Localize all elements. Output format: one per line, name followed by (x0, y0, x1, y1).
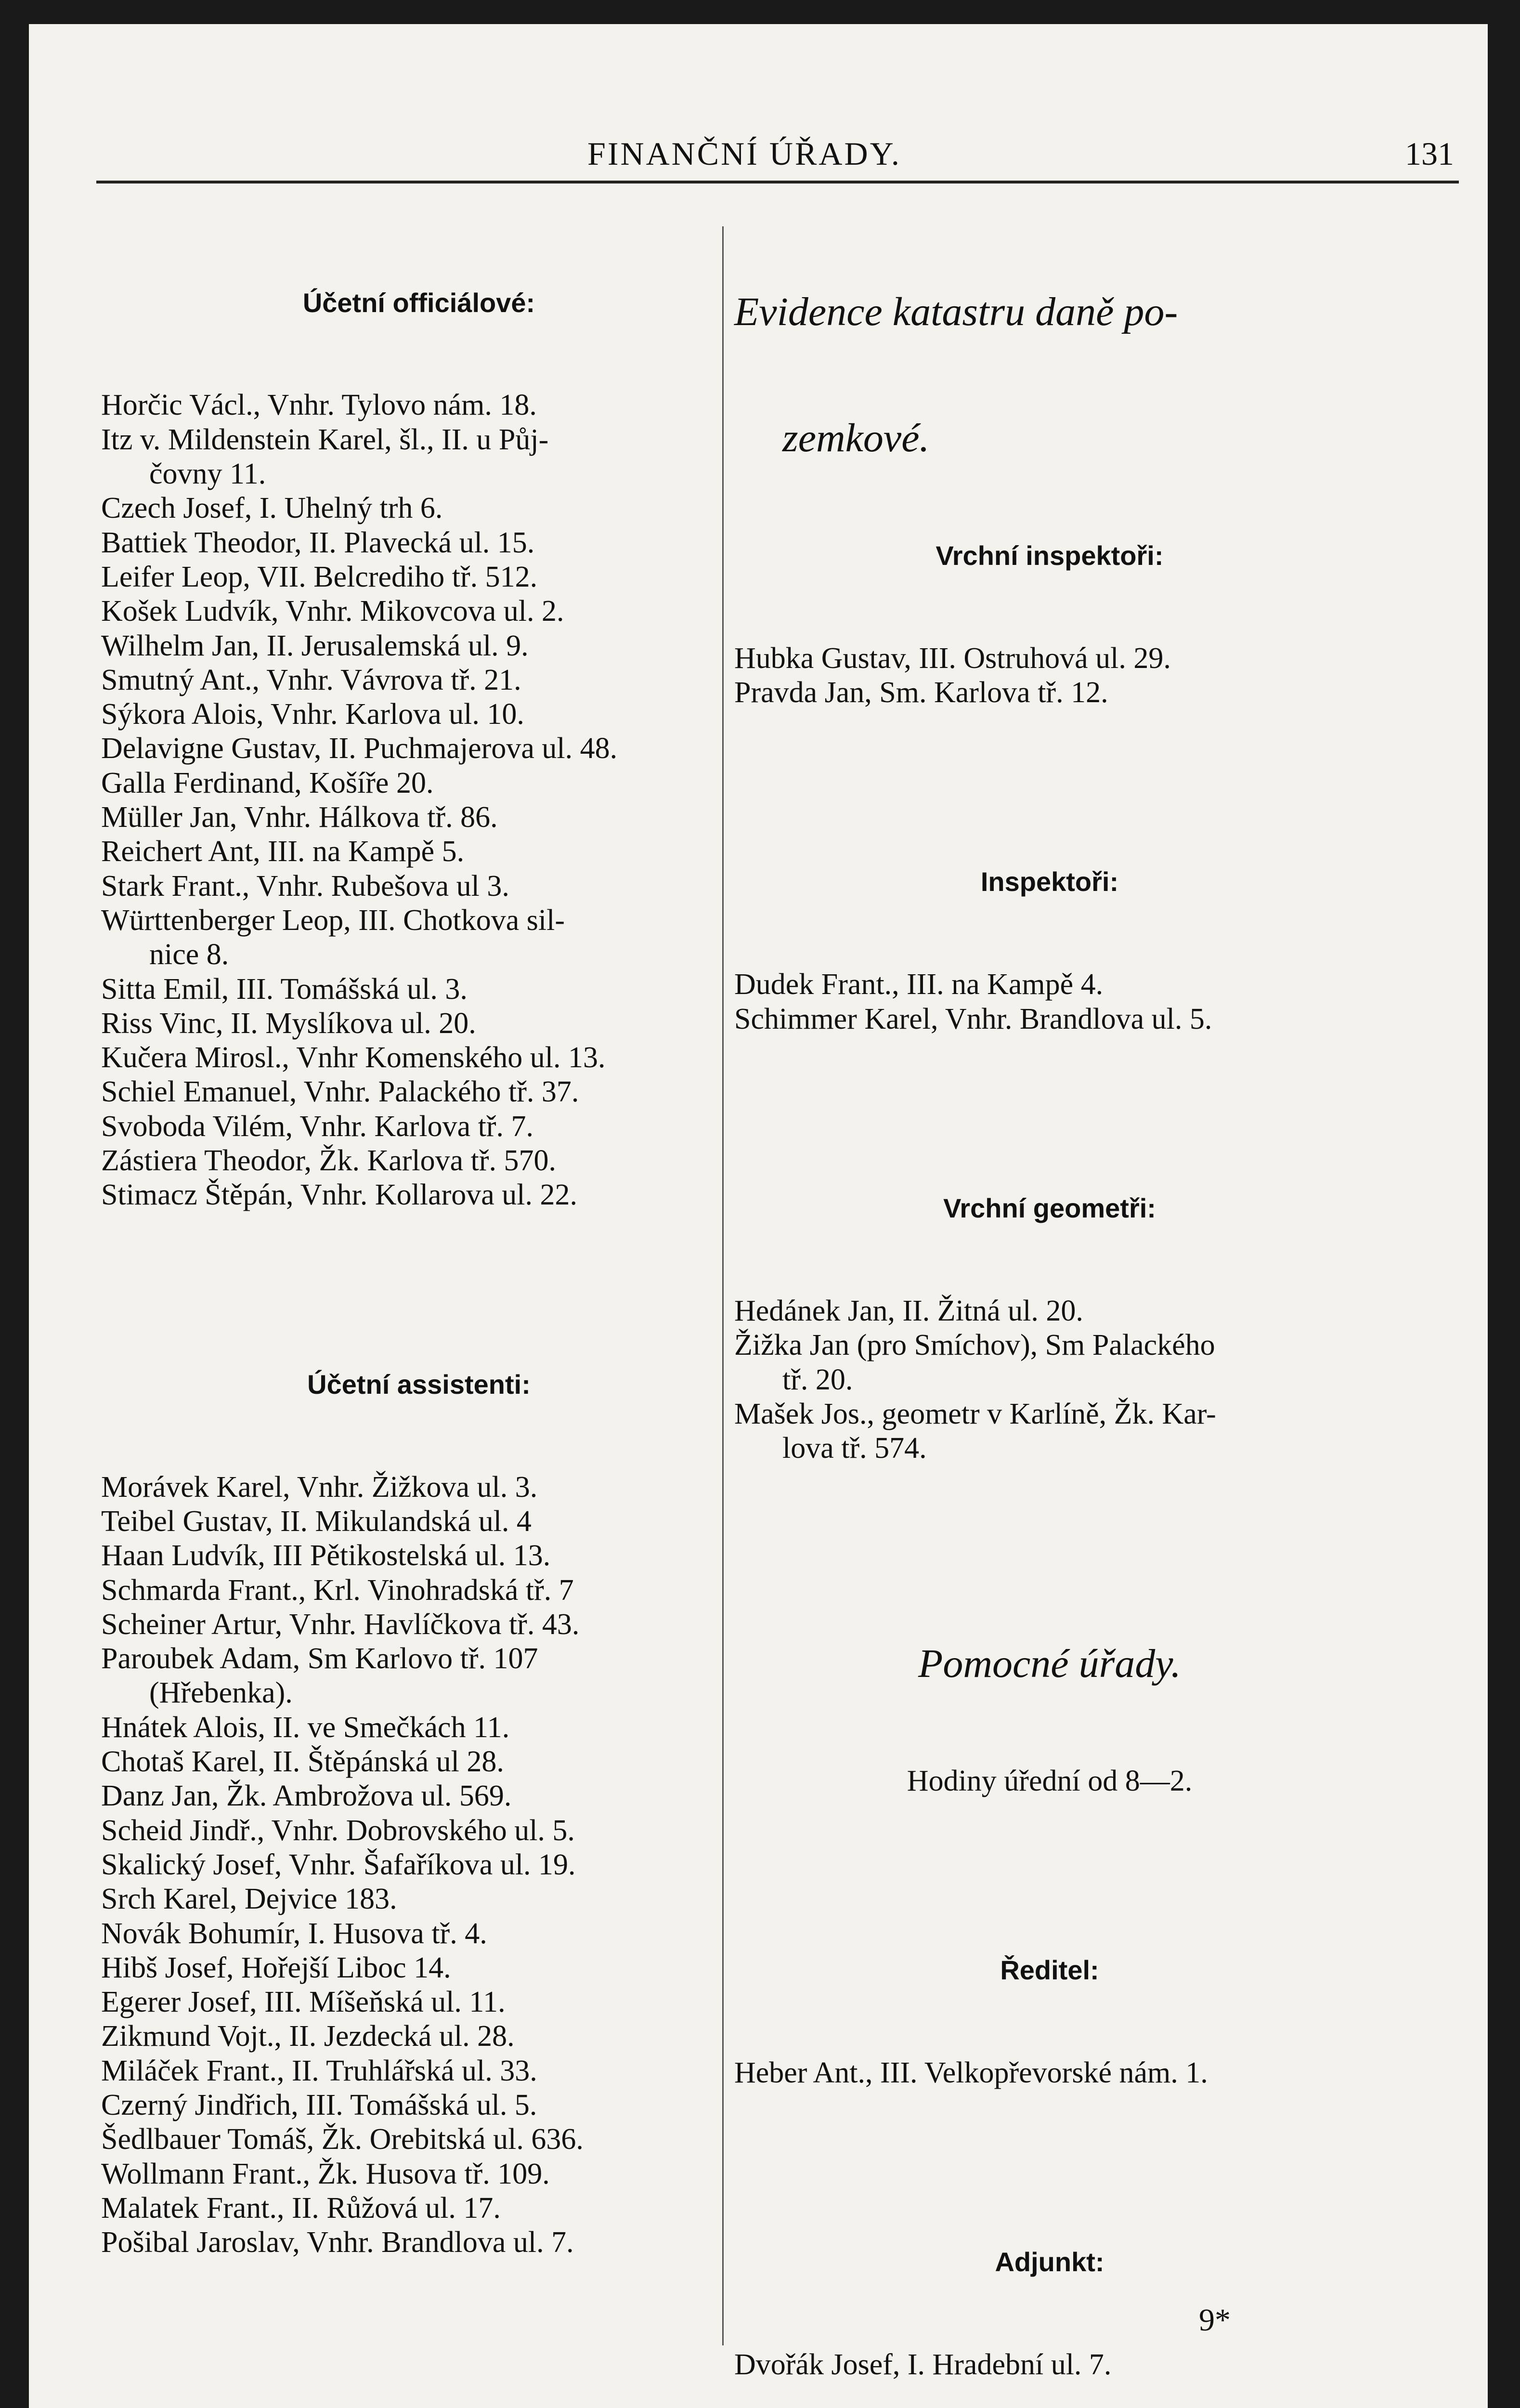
signature-mark: 9* (1199, 2303, 1231, 2338)
entry-line: Malatek Frant., II. Růžová ul. 17. (101, 2191, 501, 2225)
section-list (101, 1470, 737, 2260)
entry-line: Hibš Josef, Hořejší Liboc 14. (101, 1951, 451, 1984)
entry-line: Hubka Gustav, III. Ostruhová ul. 29. (734, 641, 1171, 675)
section-title: zemkové. (782, 416, 930, 461)
entry-line: Chotaš Karel, II. Štěpánská ul 28. (101, 1745, 504, 1779)
entry-line: tř. 20. (782, 1363, 853, 1396)
entry-line: Horčic Václ., Vnhr. Tylovo nám. 18. (101, 389, 537, 422)
entry-line: Dvořák Josef, I. Hradební ul. 7. (734, 2348, 1112, 2382)
entry-line: Novák Bohumír, I. Husova tř. 4. (101, 1917, 487, 1950)
running-title: FINANČNÍ ÚŘADY. (587, 135, 901, 172)
entry-line: Wollmann Frant., Žk. Husova tř. 109. (101, 2157, 550, 2190)
section-title: Evidence katastru daně po- (734, 289, 1178, 334)
section-heading: Adjunkt: (995, 2247, 1104, 2277)
section-list (734, 1294, 1365, 1466)
section-list (734, 2056, 1365, 2090)
entry-line: Šedlbauer Tomáš, Žk. Orebitská ul. 636. (101, 2123, 584, 2156)
entry-line: Schiel Emanuel, Vnhr. Palackého tř. 37. (101, 1075, 579, 1109)
office-hours: Hodiny úřední od 8—2. (907, 1764, 1193, 1797)
entry-line: Egerer Josef, III. Míšeňská ul. 11. (101, 1986, 506, 2019)
entry-line: Czech Josef, I. Uhelný trh 6. (101, 492, 443, 525)
entry-line: Paroubek Adam, Sm Karlovo tř. 107 (101, 1642, 538, 1675)
entry-line: (Hřebenka). (149, 1676, 293, 1710)
entry-line: Dudek Frant., III. na Kampě 4. (734, 968, 1104, 1001)
section-list (734, 641, 1365, 710)
entry-line: Danz Jan, Žk. Ambrožova ul. 569. (101, 1780, 512, 1813)
entry-line: Stimacz Štěpán, Vnhr. Kollarova ul. 22. (101, 1178, 577, 1212)
section-heading: Vrchní inspektoři: (935, 540, 1164, 571)
entry-line: Smutný Ant., Vnhr. Vávrova tř. 21. (101, 663, 521, 696)
entry-line: Kučera Mirosl., Vnhr Komenského ul. 13. (101, 1041, 606, 1074)
page (29, 24, 1488, 2408)
entry-line: Pravda Jan, Sm. Karlova tř. 12. (734, 676, 1108, 709)
entry-line: Morávek Karel, Vnhr. Žižkova ul. 3. (101, 1470, 538, 1504)
page-header (29, 116, 1488, 183)
section-heading: Ředitel: (1000, 1955, 1099, 1986)
entry-line: Košek Ludvík, Vnhr. Mikovcova ul. 2. (101, 595, 564, 628)
entry-line: Wilhelm Jan, II. Jerusalemská ul. 9. (101, 629, 529, 662)
section-heading: Inspektoři: (980, 866, 1119, 897)
entry-line: Württenberger Leop, III. Chotkova sil- (101, 903, 565, 937)
left-column (101, 217, 737, 2408)
entry-line: Skalický Josef, Vnhr. Šafaříkova ul. 19. (101, 1848, 576, 1881)
entry-line: Sitta Emil, III. Tomášská ul. 3. (101, 972, 468, 1006)
entry-line: nice 8. (149, 938, 229, 971)
entry-line: Miláček Frant., II. Truhlářská ul. 33. (101, 2054, 537, 2087)
entry-line: Itz v. Mildenstein Karel, šl., II. u Půj- (101, 423, 549, 456)
entry-line: Czerný Jindřich, III. Tomášská ul. 5. (101, 2089, 537, 2122)
section-title: Pomocné úřady. (918, 1641, 1181, 1686)
entry-line: Stark Frant., Vnhr. Rubešova ul 3. (101, 869, 509, 903)
entry-line: Leifer Leop, VII. Belcrediho tř. 512. (101, 560, 538, 593)
section-heading: Vrchní geometři: (943, 1193, 1156, 1224)
entry-line: Schmarda Frant., Krl. Vinohradská tř. 7 (101, 1573, 574, 1607)
entry-line: Heber Ant., III. Velkopřevorské nám. 1. (734, 2056, 1208, 2089)
section-list (734, 968, 1365, 1036)
entry-line: Žižka Jan (pro Smíchov), Sm Palackého (734, 1329, 1215, 1362)
entry-line: Hnátek Alois, II. ve Smečkách 11. (101, 1711, 510, 1744)
entry-line: Delavigne Gustav, II. Puchmajerova ul. 48. (101, 732, 618, 765)
entry-line: Teibel Gustav, II. Mikulandská ul. 4 (101, 1505, 532, 1538)
entry-line: Mašek Jos., geometr v Karlíně, Žk. Kar- (734, 1397, 1216, 1430)
header-rule (96, 181, 1459, 183)
entry-line: Svoboda Vilém, Vnhr. Karlova tř. 7. (101, 1110, 534, 1143)
entry-line: Zikmund Vojt., II. Jezdecká ul. 28. (101, 2020, 515, 2053)
entry-line: Pošibal Jaroslav, Vnhr. Brandlova ul. 7. (101, 2226, 574, 2259)
entry-line: Battiek Theodor, II. Plavecká ul. 15. (101, 526, 535, 559)
entry-line: Sýkora Alois, Vnhr. Karlova ul. 10. (101, 698, 524, 731)
entry-line: Reichert Ant, III. na Kampě 5. (101, 835, 465, 868)
entry-line: Zástiera Theodor, Žk. Karlova tř. 570. (101, 1144, 557, 1178)
entry-line: Haan Ludvík, III Pětikostelská ul. 13. (101, 1539, 551, 1572)
entry-line: Scheid Jindř., Vnhr. Dobrovského ul. 5. (101, 1814, 575, 1847)
section-list (734, 2348, 1365, 2382)
entry-line: Riss Vinc, II. Myslíkova ul. 20. (101, 1007, 476, 1040)
entry-line: Srch Karel, Dejvice 183. (101, 1883, 397, 1916)
entry-line: Hedánek Jan, II. Žitná ul. 20. (734, 1295, 1083, 1328)
section-list (101, 388, 737, 1212)
entry-line: Galla Ferdinand, Košíře 20. (101, 766, 434, 799)
entry-line: lova tř. 574. (782, 1432, 927, 1465)
section-heading: Účetní officiálové: (302, 287, 535, 318)
entry-line: Scheiner Artur, Vnhr. Havlíčkova tř. 43. (101, 1608, 580, 1641)
entry-line: Müller Jan, Vnhr. Hálkova tř. 86. (101, 801, 498, 834)
section-heading: Účetní assistenti: (307, 1369, 531, 1400)
entry-line: čovny 11. (149, 458, 266, 491)
page-number: 131 (1405, 135, 1454, 172)
right-column (734, 217, 1365, 2408)
entry-line: Schimmer Karel, Vnhr. Brandlova ul. 5. (734, 1002, 1212, 1035)
